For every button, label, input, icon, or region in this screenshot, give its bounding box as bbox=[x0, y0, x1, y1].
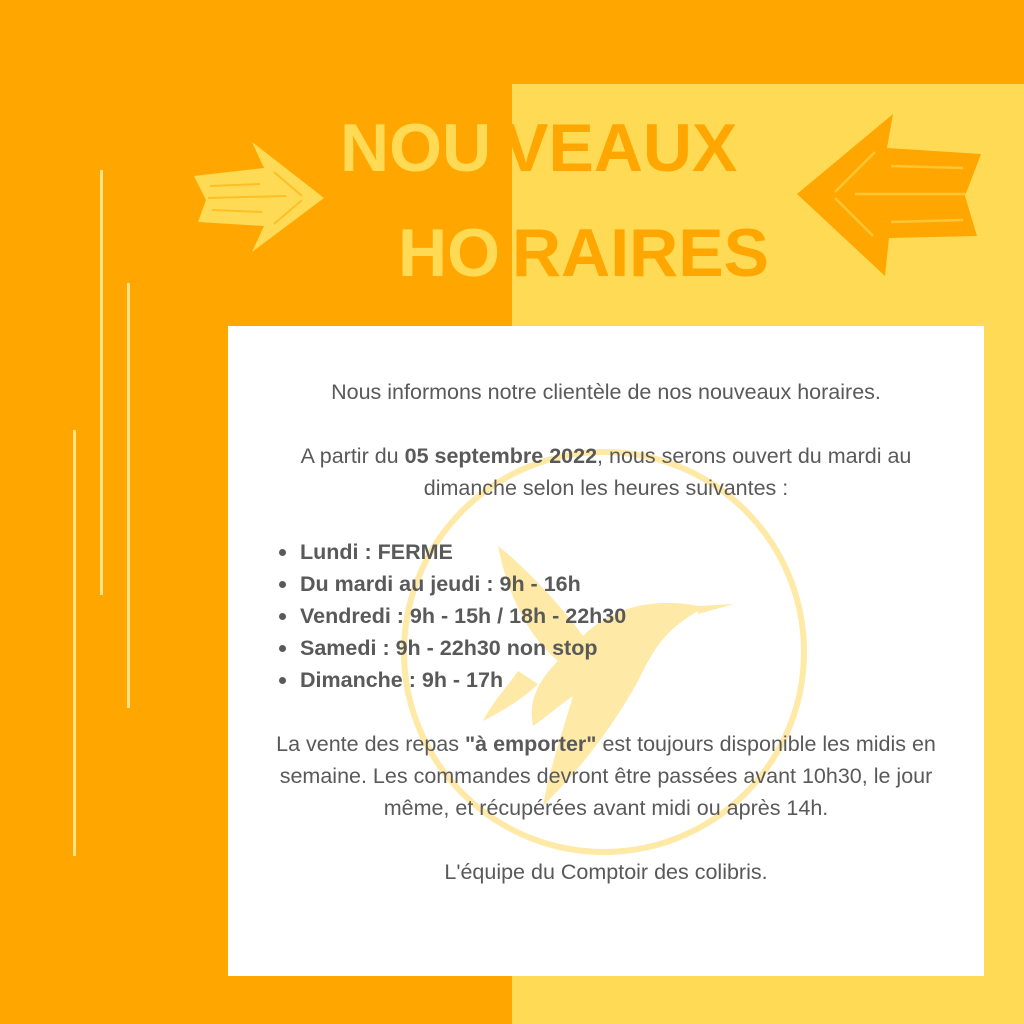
decorative-line bbox=[73, 430, 76, 856]
list-item: Du mardi au jeudi : 9h - 16h bbox=[272, 568, 984, 600]
date-suffix: , nous serons ouvert du mardi au dimanche selon les heures suivantes : bbox=[423, 444, 912, 500]
opening-date: 05 septembre 2022 bbox=[404, 444, 598, 468]
list-item: Vendredi : 9h - 15h / 18h - 22h30 bbox=[272, 600, 984, 632]
takeaway-prefix: La vente des repas bbox=[276, 732, 465, 756]
signature-text: L'équipe du Comptoir des colibris. bbox=[444, 860, 768, 884]
takeaway-text bbox=[252, 728, 960, 824]
title-line-1 bbox=[340, 108, 737, 188]
intro-text: Nous informons notre clientèle de nos nouveaux horaires. bbox=[331, 380, 881, 404]
takeaway-label: "à emporter" bbox=[464, 732, 597, 756]
arrow-right-icon bbox=[190, 138, 328, 256]
notice-card bbox=[228, 326, 984, 976]
decorative-line bbox=[127, 283, 130, 708]
notice-content bbox=[228, 376, 984, 888]
title-part: NOU bbox=[340, 110, 492, 186]
title-part: VEAUX bbox=[503, 110, 738, 186]
list-item: Dimanche : 9h - 17h bbox=[272, 664, 984, 696]
decorative-line bbox=[100, 170, 103, 595]
takeaway-suffix: est toujours disponible les midis en semaine. Les commandes devront être passées avant 10h30, le jour même, et récupérées avant midi ou après 14h. bbox=[279, 732, 936, 820]
date-prefix: A partir du bbox=[300, 444, 405, 468]
arrow-left-icon bbox=[795, 112, 985, 280]
title-part: HO bbox=[398, 215, 500, 291]
list-item: Lundi : FERME bbox=[272, 536, 984, 568]
list-item: Samedi : 9h - 22h30 non stop bbox=[272, 632, 984, 664]
opening-hours-list bbox=[272, 536, 984, 696]
opening-date-text bbox=[252, 440, 960, 504]
title-part: RAIRES bbox=[512, 215, 769, 291]
title-line-2 bbox=[398, 213, 769, 293]
